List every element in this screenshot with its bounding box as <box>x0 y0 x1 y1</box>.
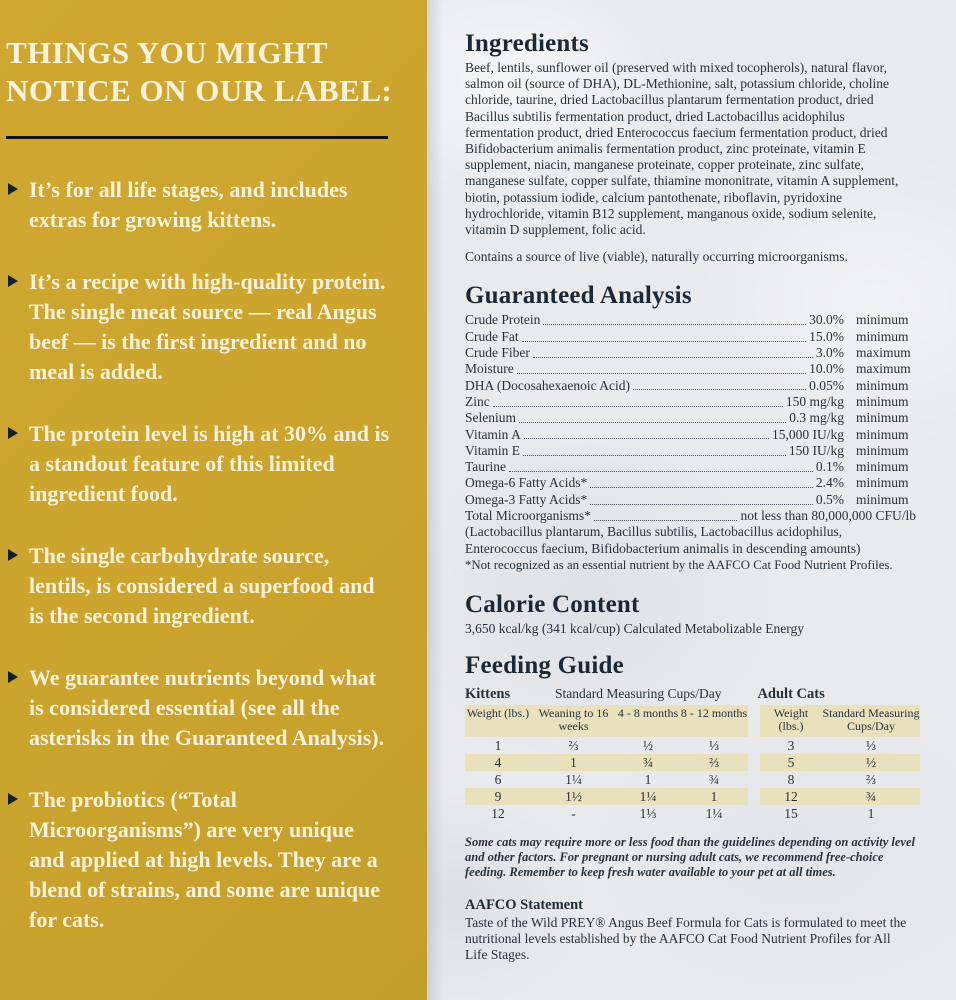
table-row <box>465 805 748 822</box>
table-cell: 1½ <box>565 788 582 804</box>
ga-row-main <box>465 508 916 524</box>
ga-row <box>465 443 916 459</box>
triangle-bullet-icon <box>8 275 18 287</box>
bullet-text: The probiotics (“Total Microorganisms”) are very unique and applied at high levels. They are a blend of strains, and some are unique for cats. <box>29 787 381 932</box>
ga-nutrient-label: Omega-3 Fatty Acids* <box>465 491 588 507</box>
ga-row-main <box>465 345 844 361</box>
table-cell: 4 <box>494 754 502 770</box>
ga-row-main <box>465 475 844 491</box>
bullet-item <box>6 175 393 235</box>
panel-title-line2: NOTICE ON OUR LABEL: <box>6 73 393 108</box>
table-cell: 1¼ <box>639 788 657 804</box>
triangle-bullet-icon <box>8 183 18 195</box>
bullet-text: We guarantee nutrients beyond what is considered essential (see all the asterisks in the Guaranteed Analysis). <box>29 665 385 750</box>
ingredients-body: Beef, lentils, sunflower oil (preserved with mixed tocopherols), natural flavor, salmon oil (source of DHA), DL-Methionine, salt, potassium chloride, choline chloride, taurine, dried Lactobacillus plantarum fermentation product, dried Bacillus subtilis fermentation product, dried Lactobacillus acidophilus fermentation product, dried Enterococcus faecium fermentation product, dried Bifidobacterium animalis fermentation product, zinc proteinate, vitamin E supplement, niacin, manganese proteinate, copper proteinate, zinc sulfate, manganese sulfate, copper sulfate, thiamine mononitrate, vitamin A supplement, biotin, potassium iodide, calcium pantothenate, riboflavin, pyridoxine hydrochloride, vitamin B12 supplement, manganous oxide, sodium selenite, vitamin D supplement, folic acid. <box>465 60 899 238</box>
table-header-row <box>760 705 920 737</box>
table-cell: ¾ <box>642 754 654 770</box>
kittens-span-header: Standard Measuring Cups/Day <box>554 685 722 701</box>
feeding-guide-labels <box>465 685 916 703</box>
ga-qualifier: minimum <box>856 312 909 328</box>
kittens-label: Kittens <box>465 685 511 702</box>
bullet-list <box>6 175 393 935</box>
ga-row <box>465 329 916 345</box>
dot-leader <box>519 410 786 423</box>
table-cell: 12 <box>491 805 505 821</box>
kittens-table <box>465 705 748 822</box>
bullet-item <box>6 785 393 935</box>
triangle-bullet-icon <box>8 793 18 805</box>
ga-row-main <box>465 394 844 410</box>
ga-row-main <box>465 312 844 328</box>
bullet-text: The protein level is high at 30% and is a standout feature of this limited ingredient food. <box>29 421 390 506</box>
table-cell: ⅔ <box>568 737 579 753</box>
table-cell: 3 <box>787 737 795 753</box>
feeding-guide-tables <box>465 705 920 822</box>
ga-nutrient-label: Crude Protein <box>465 312 541 328</box>
table-cell: 1 <box>644 771 652 787</box>
dot-leader <box>524 427 769 440</box>
ga-value: 3.0% <box>815 345 844 361</box>
ga-qualifier: minimum <box>856 393 909 409</box>
ga-row <box>465 475 916 491</box>
bullet-item <box>6 663 393 753</box>
ga-row <box>465 361 916 377</box>
feeding-guide-heading: Feeding Guide <box>465 651 624 679</box>
table-cell: 1 <box>710 788 718 804</box>
table-row <box>465 771 748 788</box>
ga-row <box>465 378 916 394</box>
feeding-guide-section <box>465 651 920 880</box>
ga-value: 15,000 IU/kg <box>772 426 844 442</box>
table-row <box>760 805 920 822</box>
table-cell: 12 <box>784 788 798 804</box>
dot-leader <box>594 508 738 521</box>
ga-nutrient-label: DHA (Docosahexaenoic Acid) <box>465 377 630 393</box>
calorie-content-heading: Calorie Content <box>465 591 640 619</box>
ga-value: 15.0% <box>809 328 844 344</box>
triangle-bullet-icon <box>8 671 18 683</box>
title-divider <box>6 136 388 139</box>
column-header: 4 - 8 months <box>617 705 679 720</box>
ga-value: not less than 80,000,000 CFU/lb <box>740 508 916 523</box>
ga-row-main <box>465 329 844 345</box>
dot-leader <box>522 329 807 342</box>
table-cell: 8 <box>787 771 795 787</box>
table-cell: 1⅓ <box>639 805 657 821</box>
column-header: 8 - 12 months <box>680 705 748 720</box>
bullet-item <box>6 419 393 509</box>
panel-title <box>6 34 393 110</box>
table-cell: 1 <box>570 754 577 770</box>
dot-leader <box>590 492 813 505</box>
table-cell: ⅔ <box>708 754 720 770</box>
ga-value: 0.3 mg/kg <box>789 410 844 426</box>
table-cell: ⅔ <box>865 771 877 787</box>
calorie-content-section <box>465 591 916 637</box>
ga-value: 0.05% <box>809 377 844 393</box>
ga-qualifier: minimum <box>856 491 909 507</box>
table-row <box>760 788 920 805</box>
column-header: Weight (lbs.) <box>773 705 809 734</box>
ga-value: 150 mg/kg <box>785 393 844 409</box>
ga-nutrient-label: Vitamin E <box>465 442 521 458</box>
ga-nutrient-label: Taurine <box>465 459 507 475</box>
bullet-text: The single carbohydrate source, lentils, is considered a superfood and is the second ingredient. <box>29 543 375 628</box>
guaranteed-analysis-heading: Guaranteed Analysis <box>465 282 692 310</box>
table-cell: 5 <box>787 754 795 770</box>
ga-qualifier: minimum <box>856 475 909 491</box>
adult-cats-label: Adult Cats <box>757 685 825 702</box>
ga-nutrient-label: Vitamin A <box>465 426 521 442</box>
guaranteed-analysis-list <box>465 312 916 524</box>
asterisk-footnote: *Not recognized as an essential nutrient by the AAFCO Cat Food Nutrient Profiles. <box>465 557 893 572</box>
aafco-body: Taste of the Wild PREY® Angus Beef Formula for Cats is formulated to meet the nutritional levels established by the AAFCO Cat Food Nutrient Profiles for All Life Stages. <box>465 914 907 962</box>
dot-leader <box>590 475 813 488</box>
ga-row <box>465 459 916 475</box>
ga-row <box>465 508 916 524</box>
table-cell: 1 <box>867 805 875 821</box>
table-cell: ½ <box>865 754 877 770</box>
strains-note: (Lactobacillus plantarum, Bacillus subtilis, Lactobacillus acidophilus, Enterococcus faecium, Bifidobacterium animalis in descending amounts) <box>465 524 861 556</box>
ga-nutrient-label: Total Microorganisms* <box>465 508 591 523</box>
ga-nutrient-label: Crude Fiber <box>465 345 530 361</box>
ga-value: 10.0% <box>809 361 844 377</box>
ga-nutrient-label: Zinc <box>465 393 490 409</box>
dot-leader <box>509 459 813 472</box>
ga-value: 0.1% <box>815 459 844 475</box>
dot-leader <box>633 378 806 391</box>
ga-row <box>465 312 916 328</box>
ga-qualifier: maximum <box>856 361 911 377</box>
panel-title-line1: THINGS YOU MIGHT <box>6 35 329 70</box>
aafco-section <box>465 897 916 964</box>
column-header: Weight (lbs.) <box>466 705 530 720</box>
kittens-header-group <box>465 686 745 703</box>
table-cell: 6 <box>494 771 502 787</box>
ga-nutrient-label: Omega-6 Fatty Acids* <box>465 475 588 491</box>
ga-row <box>465 345 916 361</box>
bullet-item <box>6 541 393 631</box>
table-cell: 15 <box>784 805 798 821</box>
ga-row <box>465 410 916 426</box>
table-cell: 1¼ <box>705 805 723 821</box>
dot-leader <box>533 345 813 358</box>
table-cell: 9 <box>494 788 502 804</box>
ga-row <box>465 427 916 443</box>
bullet-item <box>6 267 393 387</box>
table-cell: 1 <box>494 737 502 753</box>
ga-value: 30.0% <box>809 312 844 328</box>
column-header: Standard Measuring Cups/Day <box>822 705 920 734</box>
ga-row <box>465 492 916 508</box>
table-row <box>760 737 920 754</box>
ga-qualifier: minimum <box>856 377 909 393</box>
ga-qualifier: minimum <box>856 459 909 475</box>
aafco-heading: AAFCO Statement <box>465 896 583 913</box>
bullet-text: It’s for all life stages, and includes extras for growing kittens. <box>29 177 348 232</box>
ga-value: 0.5% <box>815 491 844 507</box>
ga-qualifier: minimum <box>856 410 909 426</box>
table-cell: 1¼ <box>565 771 582 787</box>
ga-row-main <box>465 459 844 475</box>
ga-nutrient-label: Moisture <box>465 361 514 377</box>
guaranteed-analysis-section <box>465 282 916 573</box>
ga-row-main <box>465 443 844 459</box>
left-gold-panel <box>0 0 427 1000</box>
column-header: Weaning to 16 weeks <box>538 705 609 734</box>
table-row <box>760 754 920 771</box>
ga-row-main <box>465 378 844 394</box>
table-cell: - <box>571 805 576 821</box>
ingredients-heading: Ingredients <box>465 30 589 57</box>
dot-leader <box>493 394 783 407</box>
dot-leader <box>517 361 806 374</box>
ga-value: 150 IU/kg <box>788 442 844 458</box>
ga-row-main <box>465 410 844 426</box>
feeding-guide-note: Some cats may require more or less food than the guidelines depending on activity level and other factors. For pregnant or nursing adult cats, we recommend free-choice feeding. Remember to keep fresh water available to your pet at all times. <box>465 834 915 879</box>
ga-row-main <box>465 492 844 508</box>
adult-cats-table <box>760 705 920 822</box>
ingredients-section <box>465 30 916 265</box>
dot-leader <box>543 312 806 325</box>
ga-nutrient-label: Selenium <box>465 410 516 426</box>
ga-value: 2.4% <box>815 475 844 491</box>
triangle-bullet-icon <box>8 549 18 561</box>
table-row <box>760 771 920 788</box>
ga-row-main <box>465 427 844 443</box>
ga-qualifier: maximum <box>856 345 911 361</box>
ga-nutrient-label: Crude Fat <box>465 328 519 344</box>
table-cell: ⅓ <box>865 737 877 753</box>
table-row <box>465 788 748 805</box>
right-label-panel <box>427 0 956 1000</box>
table-row <box>465 737 748 754</box>
ga-qualifier: minimum <box>856 426 909 442</box>
ga-qualifier: minimum <box>856 328 909 344</box>
dot-leader <box>523 443 786 456</box>
table-cell: ½ <box>642 737 654 753</box>
ga-row <box>465 394 916 410</box>
table-header-row <box>465 705 748 737</box>
ga-qualifier: minimum <box>856 442 909 458</box>
table-cell: ¾ <box>865 788 877 804</box>
contains-note: Contains a source of live (viable), naturally occurring microorganisms. <box>465 249 848 265</box>
table-row <box>465 754 748 771</box>
bullet-text: It’s a recipe with high-quality protein. The single meat source — real Angus beef — is the first ingredient and no meal is added. <box>29 269 386 384</box>
calorie-content-body: 3,650 kcal/kg (341 kcal/cup) Calculated Metabolizable Energy <box>465 621 805 637</box>
table-cell: ⅓ <box>708 737 720 753</box>
triangle-bullet-icon <box>8 427 18 439</box>
adult-header-group <box>757 685 916 703</box>
ga-row-main <box>465 361 844 377</box>
table-cell: ¾ <box>708 771 720 787</box>
